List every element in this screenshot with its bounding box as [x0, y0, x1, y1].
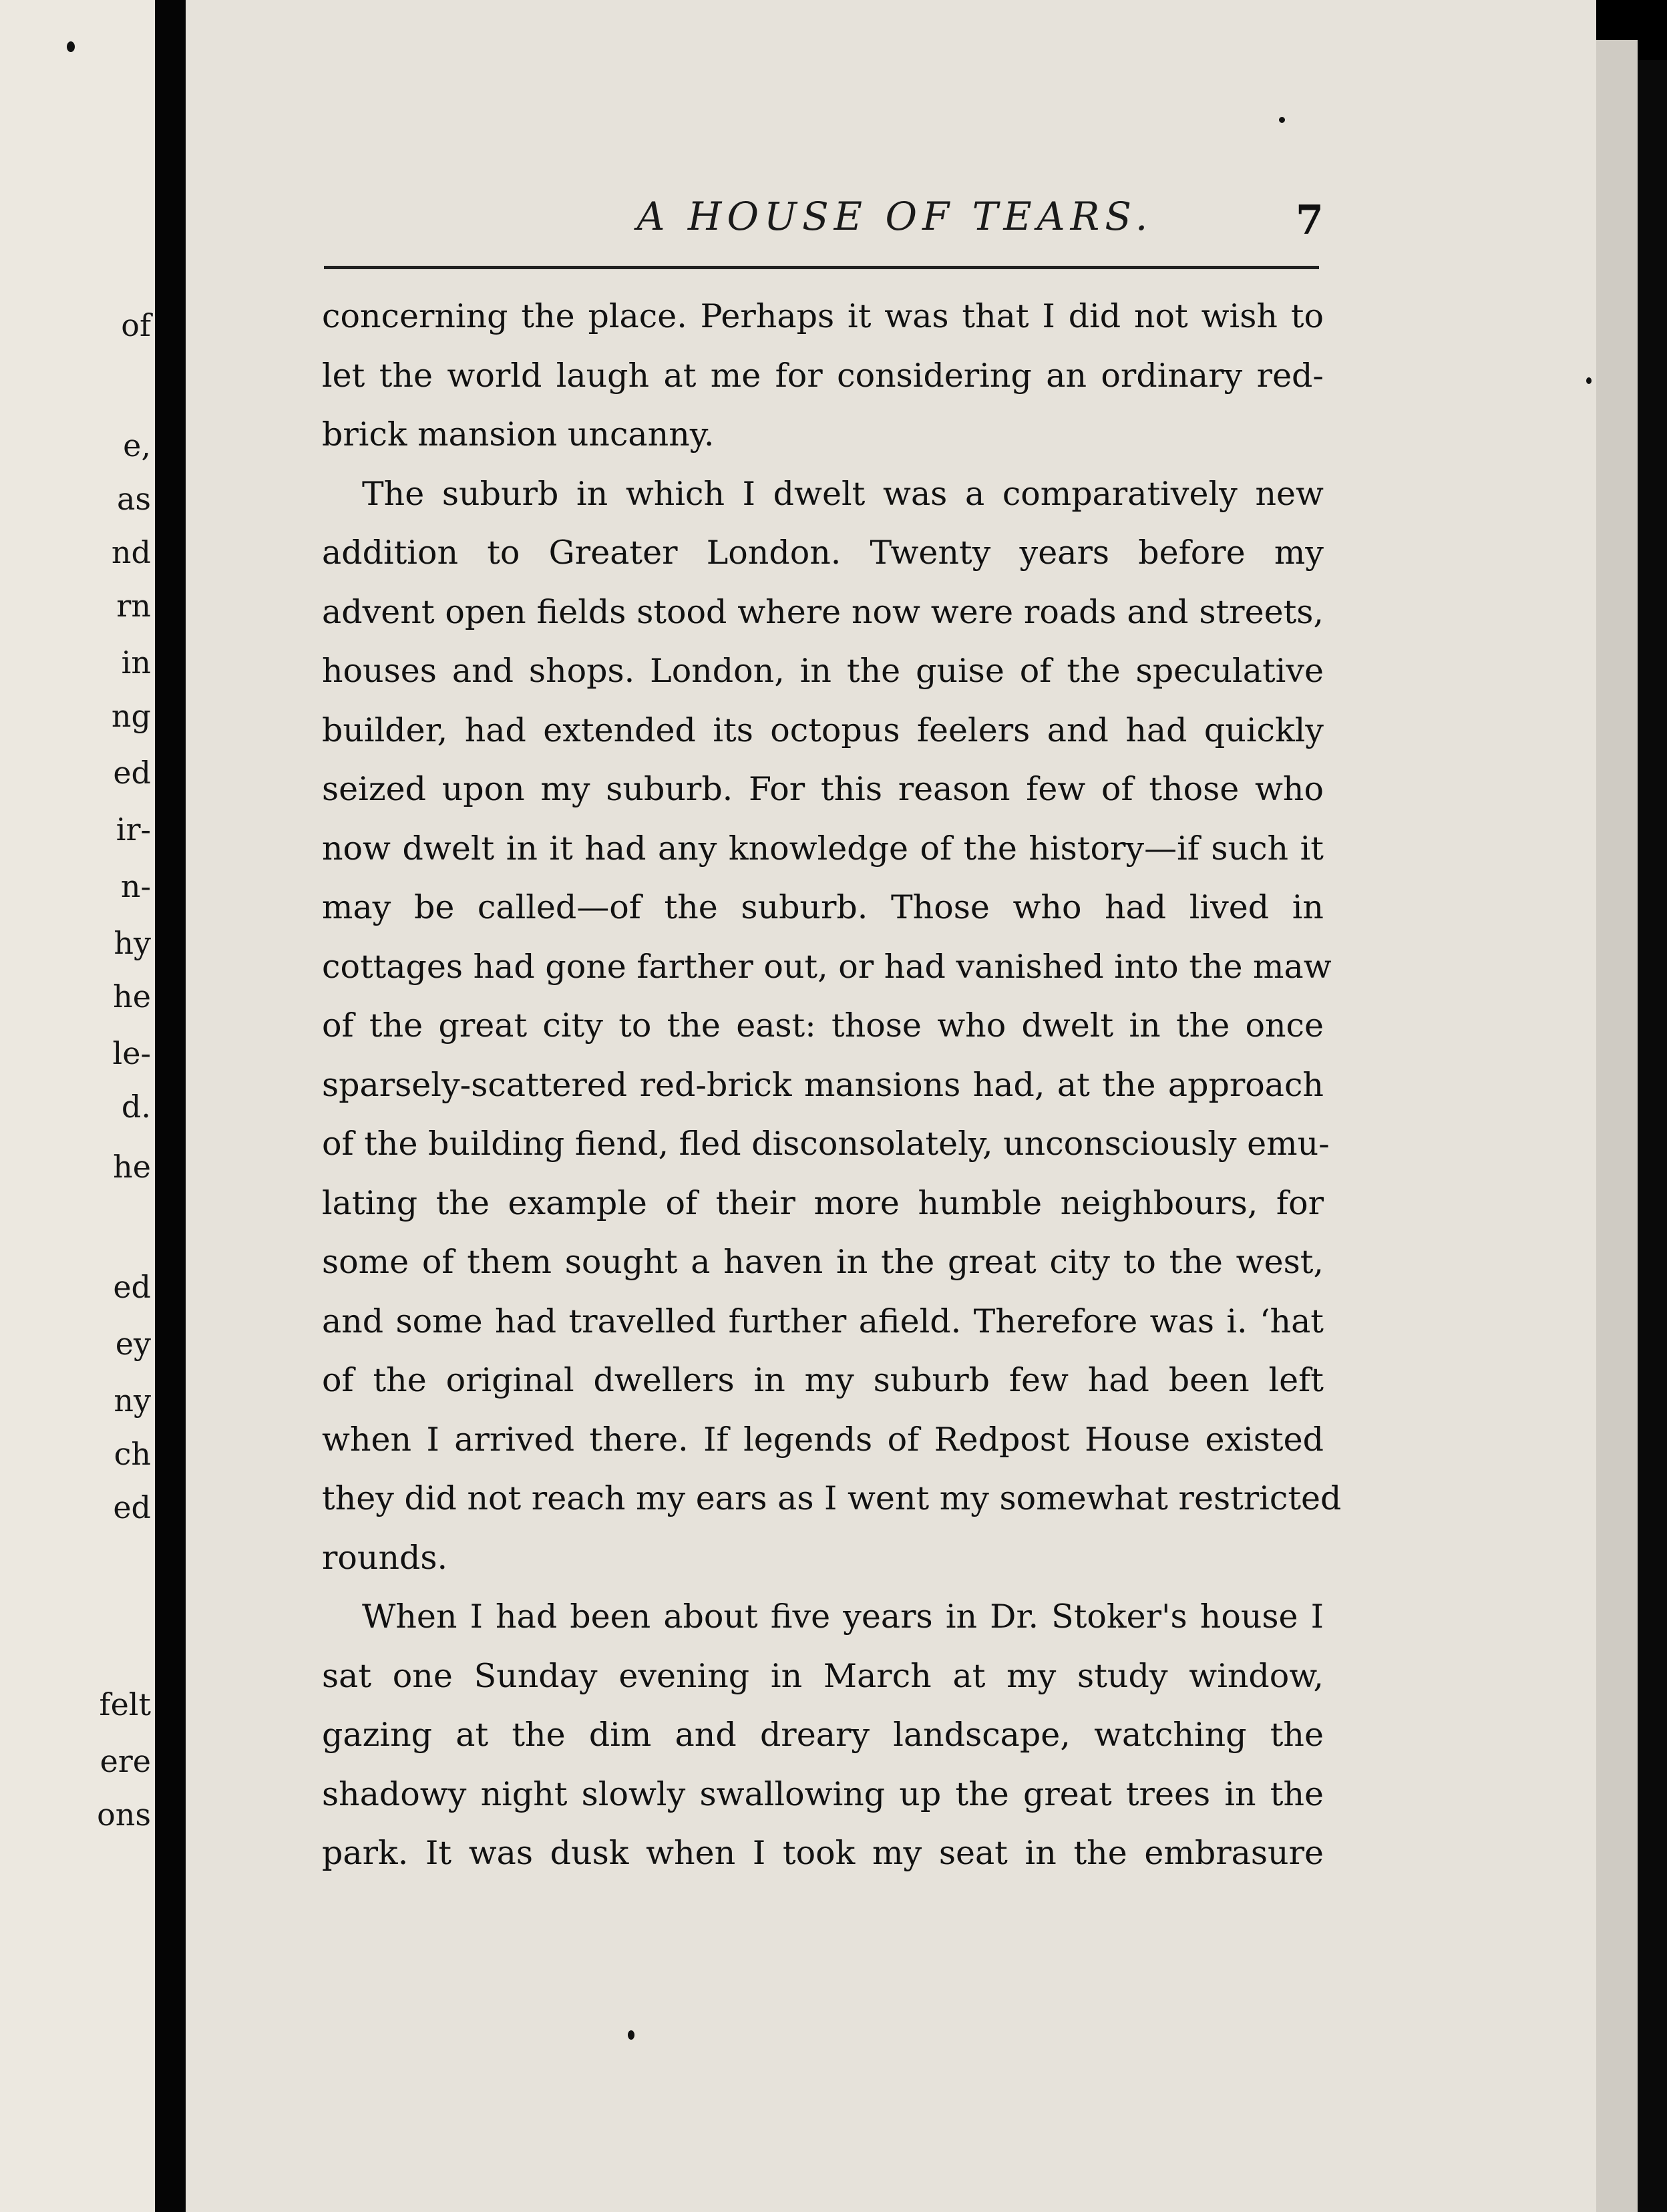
header-rule — [324, 266, 1319, 269]
text-line: When I had been about five years in Dr. Stoker's house I — [362, 1598, 1324, 1636]
text-line: when I arrived there. If legends of Redpost House existed — [322, 1420, 1324, 1459]
facing-page-fragment: ng — [111, 698, 151, 734]
text-line: lating the example of their more humble neighbours, for — [322, 1183, 1324, 1222]
text-line: The suburb in which I dwelt was a comparatively new — [362, 474, 1324, 513]
text-line: of the original dwellers in my suburb few had been left — [322, 1361, 1324, 1399]
text-line: rounds. — [322, 1538, 448, 1577]
text-line: some of them sought a haven in the great city to the west, — [322, 1243, 1324, 1281]
facing-page-fragment: as — [116, 481, 151, 517]
facing-page-fragment: felt — [99, 1686, 151, 1722]
text-line: seized upon my suburb. For this reason few of those who — [322, 770, 1324, 808]
facing-page-fragment: ey — [115, 1326, 151, 1362]
facing-page-fragment: he — [113, 1149, 151, 1185]
facing-page-fragment: ed — [113, 755, 151, 791]
text-line: shadowy night slowly swallowing up the great trees in the — [322, 1775, 1324, 1813]
facing-page-fragment: ed — [113, 1269, 151, 1305]
facing-page-fragment: d. — [121, 1089, 151, 1125]
ink-speck — [67, 41, 75, 52]
text-line: gazing at the dim and dreary landscape, watching the — [322, 1716, 1324, 1754]
page-edge — [1596, 40, 1638, 2212]
facing-page-fragment: he — [113, 978, 151, 1015]
facing-page-fragment: in — [121, 644, 151, 681]
facing-page-fragment: ed — [113, 1489, 151, 1525]
text-line: of the great city to the east: those who dwelt in the once — [322, 1006, 1324, 1045]
text-line: brick mansion uncanny. — [322, 415, 715, 453]
text-line: addition to Greater London. Twenty years before my — [322, 534, 1324, 572]
facing-page-fragment: ny — [114, 1382, 151, 1419]
page-number: 7 — [1296, 197, 1324, 244]
text-line: houses and shops. London, in the guise of the speculative — [322, 652, 1324, 690]
facing-page-fragment: ch — [114, 1436, 151, 1472]
text-line: sat one Sunday evening in March at my study window, — [322, 1656, 1324, 1695]
text-line: park. It was dusk when I took my seat in the embrasure — [322, 1834, 1324, 1872]
facing-page-edge — [0, 0, 155, 2212]
facing-page-fragment: hy — [114, 925, 151, 961]
body-text — [322, 287, 1342, 1883]
text-line: now dwelt in it had any knowledge of the history—if such it — [322, 829, 1324, 868]
ink-speck — [1279, 117, 1285, 123]
text-line: may be called—of the suburb. Those who had lived in — [322, 888, 1324, 926]
ink-speck — [628, 2030, 634, 2040]
facing-page-fragment: n- — [120, 868, 151, 904]
facing-page-fragment: le- — [112, 1035, 151, 1071]
running-head: A HOUSE OF TEARS. — [636, 194, 1153, 239]
scan-border — [1638, 60, 1667, 2212]
text-line: they did not reach my ears as I went my somewhat restricted — [322, 1479, 1342, 1517]
text-line: concerning the place. Perhaps it was that I did not wish to — [322, 297, 1324, 335]
ink-speck — [1586, 377, 1592, 384]
facing-page-fragment: e, — [123, 427, 151, 464]
book-gutter — [155, 0, 186, 2212]
facing-page-fragment: rn — [116, 588, 151, 624]
text-line: advent open fields stood where now were roads and streets, — [322, 592, 1324, 631]
facing-page-fragment: ere — [100, 1743, 151, 1779]
text-line: of the building fiend, fled disconsolately, unconsciously emu- — [322, 1125, 1330, 1163]
text-line: sparsely-scattered red-brick mansions had, at the approach — [322, 1065, 1324, 1104]
text-line: let the world laugh at me for considering an ordinary red- — [322, 356, 1324, 395]
facing-page-fragment: ir- — [116, 811, 151, 848]
text-line: and some had travelled further afield. Therefore was i. ‘hat — [322, 1302, 1324, 1340]
facing-page-fragment: of — [121, 307, 151, 343]
text-line: builder, had extended its octopus feelers and had quickly — [322, 711, 1324, 749]
text-line: cottages had gone farther out, or had vanished into the maw — [322, 947, 1332, 986]
facing-page-fragment: ons — [97, 1797, 151, 1833]
facing-page-fragment: nd — [111, 534, 151, 570]
